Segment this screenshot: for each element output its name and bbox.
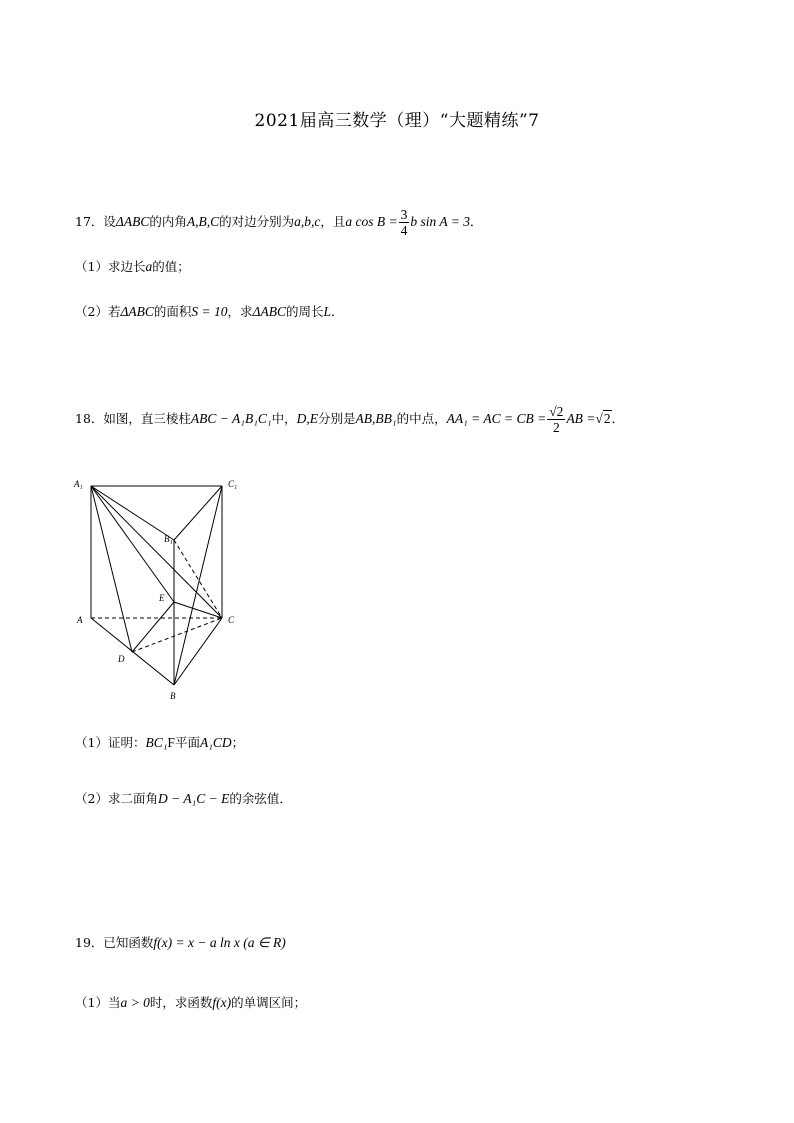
q19-part-1 [75, 996, 306, 1010]
q18-sqrt-value: 2 [603, 411, 611, 426]
q18-part1-end: ； [231, 735, 245, 750]
q18-segments: AB,BB₁ [355, 411, 397, 426]
q18-stem [75, 404, 624, 435]
q17-angles: A,B,C [186, 214, 220, 229]
q19-part1-text-1: 当 [107, 995, 121, 1010]
q17-part1-var: a [145, 259, 153, 274]
q18-text-1: 如图，直三棱柱 [103, 411, 191, 426]
prism-diagram [70, 470, 250, 705]
q17-part2-text-2: 的面积 [153, 304, 192, 319]
prism-figure [70, 470, 250, 705]
q18-part-2 [75, 792, 292, 806]
q17-frac-num: 3 [400, 207, 408, 222]
q18-part-1 [75, 736, 244, 750]
q17-frac-den: 4 [400, 223, 408, 238]
edge-c1-b [174, 486, 222, 685]
q19-part1-expr-1: a > 0 [120, 995, 150, 1010]
q17-expr-2: b sin A = 3 [410, 214, 470, 229]
q17-fraction [399, 207, 410, 238]
q17-part2-text-3: ，求 [227, 304, 253, 319]
q18-expr-1: AA₁ = AC = CB = [446, 411, 547, 426]
q17-part2-expr: S = 10 [191, 304, 228, 319]
q18-part2-expr: D − A₁C − E [157, 791, 230, 806]
page-title: 2021届高三数学（理）“大题精练”7 [254, 111, 540, 131]
q19-stem [75, 936, 286, 950]
edge-c-b [174, 618, 222, 685]
q17-part2-end: ． [331, 304, 344, 319]
edge-b1-c-hidden [174, 540, 222, 618]
q17-part2-var: L [323, 304, 331, 319]
label-b: B [170, 691, 176, 701]
q18-part1-text-2: 平面 [174, 735, 200, 750]
label-e: E [159, 593, 165, 603]
q18-part1-label: （1） [75, 735, 108, 750]
q18-sqrt: √2 [595, 411, 611, 426]
q17-triangle: ΔABC [115, 214, 150, 229]
q18-part1-expr-2: A₁CD [199, 735, 232, 750]
q18-prism: ABC − A₁B₁C₁ [190, 411, 272, 426]
q18-frac-num: √2 [549, 404, 564, 419]
q19-number: 19． [75, 935, 104, 950]
q19-text: 已知函数 [103, 935, 154, 950]
label-c1: C₁ [228, 479, 238, 489]
q18-part2-text: 求二面角 [107, 791, 158, 806]
edge-e-c [174, 602, 222, 618]
q17-text-4: ，且 [320, 214, 346, 229]
q17-expr-1: a cos B = [345, 214, 398, 229]
label-a: A [77, 615, 83, 625]
label-d: D [118, 654, 125, 664]
q17-text-3: 的对边分别为 [219, 214, 295, 229]
q17-text-2: 的内角 [149, 214, 187, 229]
q18-part1-text: 证明： [107, 735, 146, 750]
q17-part2-text-1: 若 [107, 304, 121, 319]
q17-number: 17． [75, 214, 104, 229]
q19-part1-expr-2: f(x) [212, 995, 232, 1010]
q17-part2-triangle-2: ΔABC [252, 304, 286, 319]
edge-a1-b1 [91, 486, 174, 540]
q18-part2-label: （2） [75, 791, 108, 806]
q17-part1-label: （1） [75, 259, 108, 274]
label-a1: A₁ [74, 479, 83, 489]
q17-part1-end: 的值； [152, 259, 190, 274]
q18-part1-symbol: F [167, 735, 175, 750]
q17-text-1: 设 [103, 214, 116, 229]
label-c: C [228, 615, 235, 625]
q19-part1-end: 的单调区间； [231, 995, 307, 1010]
q18-end: ． [611, 411, 625, 426]
q19-expr: f(x) = x − a ln x (a ∈ R) [153, 935, 286, 950]
label-b1: B₁ [164, 534, 173, 544]
q17-stem [75, 207, 483, 238]
q17-sides: a,b,c [294, 214, 321, 229]
q18-text-3: 分别是 [318, 411, 356, 426]
edge-d-c-hidden [132, 618, 222, 652]
q17-part2-text-4: 的周长 [285, 304, 324, 319]
q18-part1-expr-1: BC₁ [145, 735, 168, 750]
q18-points: D,E [296, 411, 319, 426]
q18-frac-den: 2 [552, 420, 560, 435]
edge-c1-b1 [174, 486, 222, 540]
q18-number: 18． [75, 411, 104, 426]
q18-part2-end: 的余弦值． [229, 791, 292, 806]
q17-part2-triangle: ΔABC [120, 304, 154, 319]
q18-expr-2: AB = [566, 411, 596, 426]
q17-part1-text: 求边长 [107, 259, 146, 274]
q17-end: ． [470, 214, 483, 229]
q18-fraction [547, 404, 565, 435]
q17-part2-label: （2） [75, 304, 108, 319]
edge-a1-c [91, 486, 222, 618]
edge-a1-e [91, 486, 174, 602]
q17-part-2 [75, 305, 344, 319]
q17-part-1 [75, 260, 190, 274]
q18-text-4: 的中点， [396, 411, 447, 426]
q19-part1-label: （1） [75, 995, 108, 1010]
q18-text-2: 中， [271, 411, 297, 426]
edge-a1-d [91, 486, 132, 652]
q19-part1-text-2: 时，求函数 [149, 995, 213, 1010]
